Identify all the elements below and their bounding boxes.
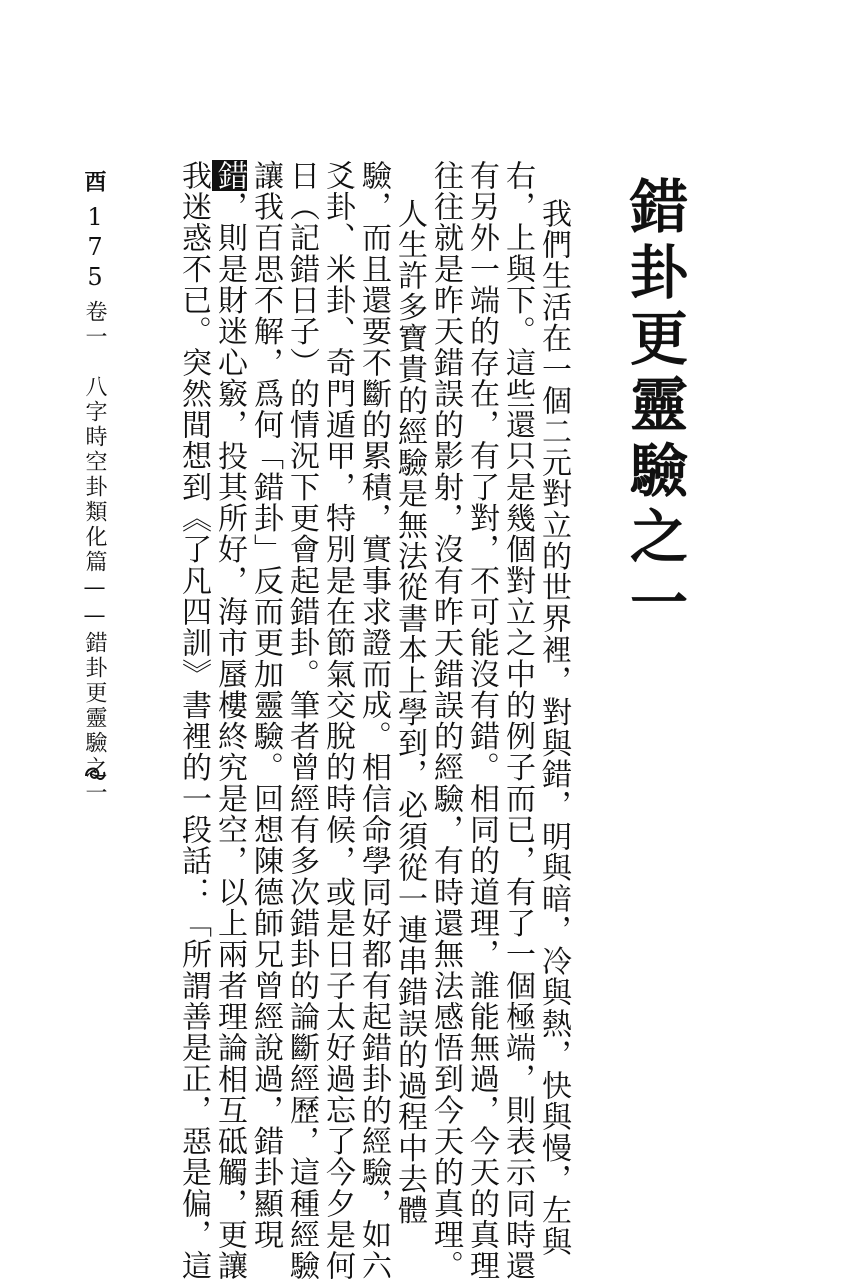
page-number-text bbox=[84, 203, 106, 296]
body-line-3: 有另外一端的存在，有了對，不可能沒有錯。相同的道理，誰能無過，今天的真理 bbox=[464, 160, 499, 1281]
page-number bbox=[84, 203, 106, 296]
chapter-title: 錯卦更靈驗之一 bbox=[620, 176, 688, 638]
page-number-digit: 5 bbox=[87, 263, 103, 291]
body-line-10-text: ，則是財迷心竅，投其所好，海市蜃樓終究是空，以上兩者理論相互砥觸，更讓 bbox=[212, 191, 247, 1281]
body-line-8: 日（記錯日子）的情況下更會起錯卦。筆者曾經有多次錯卦的論斷經歷，這種經驗 bbox=[284, 160, 319, 1281]
body-line-9: 讓我百思不解，爲何「錯卦」反而更加靈驗。回想陳德師兄曾經說過，錯卦顯現 bbox=[248, 160, 283, 1251]
body-line-4: 往往就是昨天錯誤的影射，沒有昨天錯誤的經驗，有時還無法感悟到今天的真理。 bbox=[428, 160, 463, 1281]
body-line-10 bbox=[212, 160, 246, 1281]
body-line-7: 爻卦、米卦、奇門遁甲，特別是在節氣交脫的時候，或是日子太好過忘了今夕是何 bbox=[320, 160, 355, 1281]
body-line-1: 我們生活在一個二元對立的世界裡，對與錯，明與暗，冷與熱，快與慢，左與 bbox=[536, 198, 571, 1258]
running-head: 卷一 八字時空卦類化篇——錯卦更靈驗之一 bbox=[82, 300, 107, 806]
body-line-5: 人生許多寶貴的經驗是無法從書本上學到，必須從一連串錯誤的過程中去體 bbox=[392, 198, 427, 1226]
folio-mark: 酉 bbox=[81, 170, 107, 192]
body-line-11: 我迷惑不已。突然間想到《了凡四訓》書裡的一段話：「所謂善是正，惡是偏，這 bbox=[176, 160, 211, 1281]
body-line-6: 驗，而且還要不斷的累積，實事求證而成。相信命學同好都有起錯卦的經驗，如六 bbox=[356, 160, 391, 1281]
highlighted-character: 錯 bbox=[212, 160, 247, 192]
body-line-2: 右，上與下。這些還只是幾個對立之中的例子而已，有了一個極端，則表示同時還 bbox=[500, 160, 535, 1281]
page-number-digit: 1 bbox=[87, 203, 103, 231]
flourish-ornament-icon bbox=[82, 762, 108, 788]
page-number-digit: 7 bbox=[87, 233, 103, 261]
